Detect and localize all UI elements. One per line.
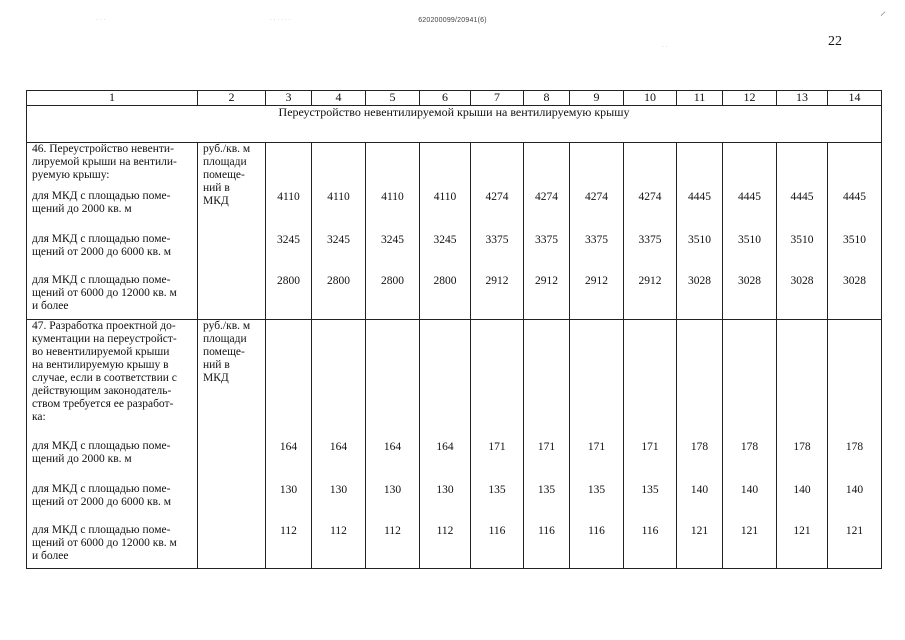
unit-line: руб./кв. м (203, 320, 251, 332)
column-number-9: 9 (570, 91, 624, 106)
value-cell-col-12 (723, 143, 777, 320)
tariff-value: 164 (383, 441, 402, 453)
unit-cell (198, 143, 266, 320)
tariff-value: 3510 (738, 234, 761, 246)
tariff-value: 178 (690, 441, 709, 453)
tariff-value: 3028 (738, 275, 761, 287)
value-cell-col-4 (312, 143, 366, 320)
tariff-value: 3245 (277, 234, 300, 246)
item-title-line: 46. Переустройство невенти- (32, 143, 174, 155)
column-number-10: 10 (624, 91, 677, 106)
item-title-line: 47. Разработка проектной до- (32, 320, 176, 332)
value-cell-col-5 (366, 143, 420, 320)
unit-line: руб./кв. м (203, 143, 251, 155)
column-number-row (27, 91, 882, 106)
column-number-6: 6 (420, 91, 471, 106)
tariff-value: 4110 (277, 191, 300, 203)
unit-line: МКД (203, 372, 229, 384)
tariff-value: 4110 (327, 191, 350, 203)
subrow-label-line: и более (32, 300, 69, 312)
tariff-value: 116 (588, 525, 605, 537)
tariff-value: 140 (740, 484, 759, 496)
tariff-value: 2912 (485, 275, 509, 287)
value-cell-col-4 (312, 320, 366, 569)
value-cell-col-3 (266, 320, 312, 569)
subrow-label-line: щений до 2000 кв. м (32, 203, 132, 215)
subrow-label-line: щений от 6000 до 12000 кв. м (32, 537, 177, 549)
column-number-8: 8 (524, 91, 570, 106)
value-cell-col-6 (420, 320, 471, 569)
tariff-value: 112 (436, 525, 454, 537)
unit-cell (198, 320, 266, 569)
column-number-13: 13 (777, 91, 828, 106)
section-title: Переустройство невентилируемой крыши на вентилируемую крышу (27, 106, 882, 143)
tariff-value: 112 (280, 525, 297, 537)
tariff-value: 178 (740, 441, 759, 453)
tariff-value: 178 (793, 441, 811, 453)
tariff-value: 3028 (688, 275, 711, 287)
tariff-value: 2800 (277, 275, 300, 287)
value-cell-col-13 (777, 320, 828, 569)
tariff-value: 3245 (433, 234, 457, 246)
column-number-1: 1 (27, 91, 198, 106)
tariff-value: 3375 (535, 234, 558, 246)
tariff-value: 121 (740, 525, 759, 537)
tariff-value: 2800 (327, 275, 350, 287)
value-cell-col-8 (524, 320, 570, 569)
value-cell-col-8 (524, 143, 570, 320)
subrow-label-line: щений от 6000 до 12000 кв. м (32, 287, 177, 299)
tariff-value: 130 (436, 484, 454, 496)
item-title-line: на вентилируемую крышу в (32, 359, 169, 371)
tariff-value: 135 (641, 484, 659, 496)
tariff-value: 4445 (688, 191, 711, 203)
tariff-value: 3245 (327, 234, 350, 246)
tariff-value: 2912 (638, 275, 662, 287)
value-cell-col-10 (624, 320, 677, 569)
subrow-label-line: щений от 2000 до 6000 кв. м (32, 496, 172, 508)
tariff-value: 112 (330, 525, 347, 537)
tariff-value: 3510 (790, 234, 814, 246)
value-cell-col-3 (266, 143, 312, 320)
unit-line: МКД (203, 195, 229, 207)
value-cell-col-14 (828, 320, 882, 569)
tariff-value: 164 (436, 441, 454, 453)
tariff-value: 140 (793, 484, 811, 496)
subrow-label-line: для МКД с площадью поме- (32, 524, 171, 536)
column-number-5: 5 (366, 91, 420, 106)
value-cell-col-14 (828, 143, 882, 320)
value-cell-col-7 (471, 143, 524, 320)
subrow-label-line: для МКД с площадью поме- (32, 233, 171, 245)
item-title-line: действующим законодатель- (32, 385, 172, 397)
tariff-value: 3375 (485, 234, 509, 246)
tariff-value: 121 (690, 525, 709, 537)
tariff-value: 4445 (790, 191, 814, 203)
subrow-label-line: и более (32, 550, 69, 562)
tariff-value: 171 (587, 441, 606, 453)
tariff-value: 116 (538, 525, 555, 537)
tariff-value: 164 (279, 441, 298, 453)
tariff-value: 2912 (585, 275, 608, 287)
section-title-row (27, 106, 882, 143)
column-number-7: 7 (471, 91, 524, 106)
column-number-14: 14 (828, 91, 882, 106)
tariff-value: 2912 (535, 275, 558, 287)
value-cell-col-5 (366, 320, 420, 569)
tariff-value: 130 (279, 484, 298, 496)
item-description-cell (27, 143, 198, 320)
tariff-value: 116 (488, 525, 506, 537)
unit-line: помеще- (203, 346, 245, 358)
scan-artifact: · · (662, 44, 668, 50)
tariff-value: 4110 (433, 191, 457, 203)
tariff-value: 3245 (381, 234, 404, 246)
scan-artifact: · · · · · · (270, 17, 291, 23)
subrow-label-line: для МКД с площадью поме- (32, 440, 171, 452)
tariff-value: 112 (384, 525, 401, 537)
subrow-label-line: для МКД с площадью поме- (32, 483, 171, 495)
item-description-cell (27, 320, 198, 569)
column-number-2: 2 (198, 91, 266, 106)
unit-line: площади (203, 156, 247, 168)
tariff-value: 3028 (843, 275, 866, 287)
item-title-line: кументации на переустройст- (32, 333, 177, 345)
subrow-label-line: для МКД с площадью поме- (32, 274, 171, 286)
item-title-line: во невентилируемой крыши (32, 346, 170, 358)
unit-line: площади (203, 333, 247, 345)
tariff-value: 2800 (381, 275, 404, 287)
scan-artifact: · · · (96, 17, 106, 23)
column-number-11: 11 (677, 91, 723, 106)
tariff-value: 171 (488, 441, 506, 453)
value-cell-col-9 (570, 143, 624, 320)
column-number-4: 4 (312, 91, 366, 106)
tariff-value: 116 (641, 525, 659, 537)
subrow-label-line: щений от 2000 до 6000 кв. м (32, 246, 172, 258)
item-title-line: ка: (32, 411, 46, 423)
tariff-value: 3375 (585, 234, 608, 246)
item-title-line: лируемой крыши на вентили- (32, 156, 177, 168)
tariff-value: 135 (488, 484, 506, 496)
value-cell-col-10 (624, 143, 677, 320)
document-registration-number: 620200099/20941(6) (418, 17, 487, 24)
item-title-line: ством требуется ее разработ- (32, 398, 174, 410)
item-title-line: случае, если в соответствии с (32, 372, 177, 384)
value-cell-col-11 (677, 143, 723, 320)
tariff-value: 178 (845, 441, 864, 453)
value-cell-col-9 (570, 320, 624, 569)
value-cell-col-11 (677, 320, 723, 569)
item-title-line: руемую крышу: (32, 169, 110, 181)
tariff-value: 4274 (638, 191, 662, 203)
tariff-value: 140 (690, 484, 709, 496)
tariff-value: 3510 (843, 234, 866, 246)
tariff-value: 4274 (585, 191, 608, 203)
tariff-value: 135 (587, 484, 606, 496)
tariff-value: 121 (793, 525, 811, 537)
subrow-label-line: для МКД с площадью поме- (32, 190, 171, 202)
tariff-value: 121 (845, 525, 864, 537)
value-cell-col-7 (471, 320, 524, 569)
table-row-item-46 (27, 143, 882, 320)
value-cell-col-12 (723, 320, 777, 569)
tariff-value: 2800 (433, 275, 457, 287)
value-cell-col-6 (420, 143, 471, 320)
tariff-value: 135 (537, 484, 556, 496)
page-number: 22 (828, 34, 842, 49)
tariff-value: 4445 (738, 191, 761, 203)
unit-line: помеще- (203, 169, 245, 181)
value-cell-col-13 (777, 143, 828, 320)
tariff-value: 130 (329, 484, 348, 496)
corner-scan-mark: ⸝ (880, 4, 887, 18)
unit-line: ний в (203, 182, 230, 194)
column-number-12: 12 (723, 91, 777, 106)
tariff-value: 3510 (688, 234, 711, 246)
tariff-value: 4274 (535, 191, 558, 203)
tariff-value: 171 (641, 441, 659, 453)
unit-line: ний в (203, 359, 230, 371)
tariff-value: 4110 (381, 191, 404, 203)
tariff-value: 4445 (843, 191, 866, 203)
tariff-value: 164 (329, 441, 348, 453)
tariff-value: 140 (845, 484, 864, 496)
tariff-value: 130 (383, 484, 402, 496)
tariff-value: 3375 (638, 234, 662, 246)
tariff-table (26, 90, 882, 569)
tariff-value: 4274 (485, 191, 509, 203)
tariff-value: 171 (537, 441, 556, 453)
subrow-label-line: щений до 2000 кв. м (32, 453, 132, 465)
table-row-item-47 (27, 320, 882, 569)
column-number-3: 3 (266, 91, 312, 106)
tariff-value: 3028 (790, 275, 814, 287)
